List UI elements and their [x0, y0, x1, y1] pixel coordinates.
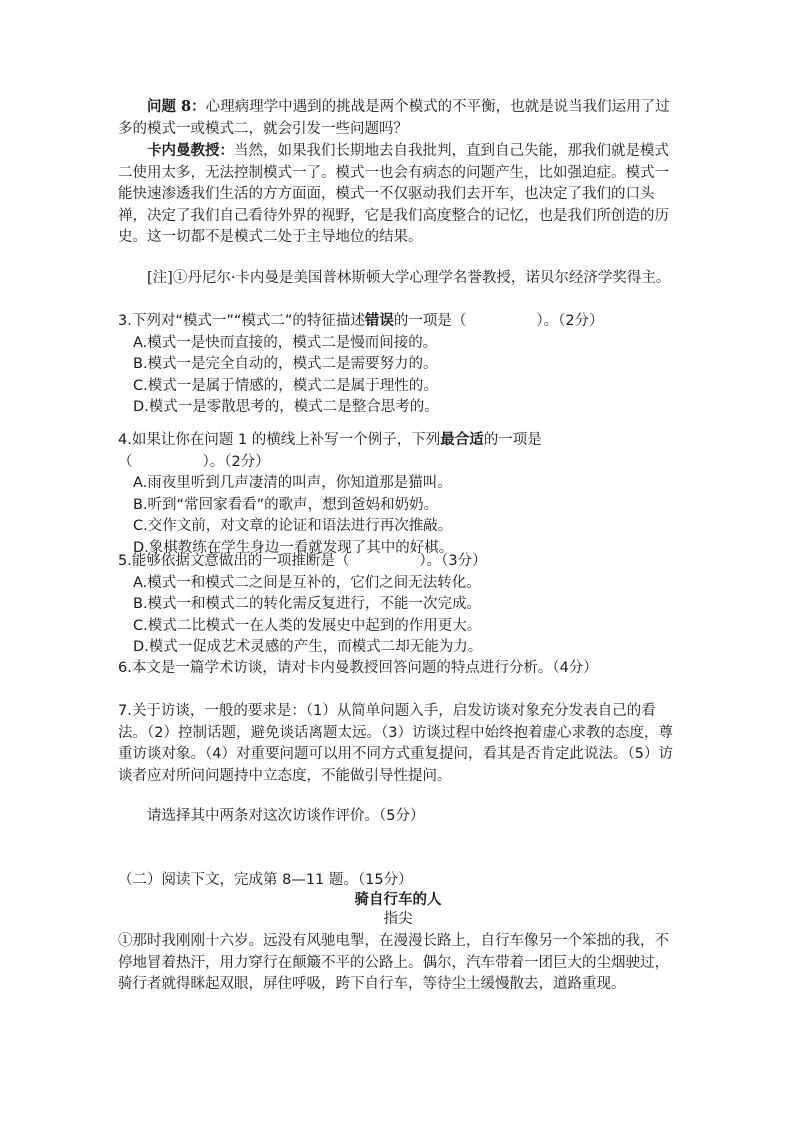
question-5-option: A.模式一和模式二之间是互补的，它们之间无法转化。 — [133, 574, 481, 591]
question-3-emphasis: 错误 — [364, 313, 394, 329]
answer-8-speaker: 卡内曼教授： — [147, 142, 234, 159]
question-8 — [118, 96, 678, 140]
question-4-option: B.听到“常回家看看”的歌声，想到爸妈和奶奶。 — [133, 496, 439, 513]
question-5-stem-a: 5.能够依据文意做出的一项推断是（ — [118, 553, 350, 569]
article-title: 骑自行车的人 — [354, 892, 442, 908]
question-3-stem-b: 的一项是（ — [393, 313, 467, 329]
section-2-heading: （二）阅读下文，完成第 8—11 题。（15分） — [118, 872, 413, 888]
question-5-stem-b: ）。（3分） — [419, 553, 487, 569]
question-6: 6.本文是一篇学术访谈，请对卡内曼教授回答问题的特点进行分析。（4分） — [118, 660, 598, 676]
footnote: [注]①丹尼尔·卡内曼是美国普林斯顿大学心理学名誉教授，诺贝尔经济学奖得主。 — [147, 270, 671, 286]
answer-8 — [118, 140, 678, 249]
question-3-stem-a: 3.下列对“模式一”“模式二”的特征描述 — [118, 313, 365, 329]
question-4-stem-line2 — [118, 452, 678, 474]
question-3-stem-c: ）。（2分） — [536, 313, 604, 329]
question-3-option: D.模式一是零散思考的，模式二是整合思考的。 — [133, 399, 439, 416]
question-4-stem-b: 的一项是 — [483, 432, 542, 448]
question-3-option: C.模式一是属于情感的，模式二是属于理性的。 — [133, 377, 438, 394]
question-4-stem-a: 4.如果让你在问题 1 的横线上补写一个例子，下列 — [118, 432, 441, 448]
question-5-option: B.模式一和模式二的转化需反复进行，不能一次完成。 — [133, 596, 482, 613]
question-5-option: C.模式二比模式一在人类的发展史中起到的作用更大。 — [133, 617, 482, 634]
question-4-stem-d: ）。（2分） — [202, 453, 270, 470]
question-7-task: 请选择其中两条对这次访谈作评价。（5分） — [147, 808, 425, 824]
question-5-option: D.模式一促成艺术灵感的产生，而模式二却无能为力。 — [133, 639, 483, 656]
question-4-stem — [118, 430, 678, 452]
question-5 — [118, 551, 678, 659]
question-3-stem — [118, 311, 678, 333]
question-4-emphasis: 最合适 — [440, 432, 484, 448]
question-4-stem-c: （ — [118, 453, 133, 470]
question-3-option: B.模式一是完全自动的，模式二是需要努力的。 — [133, 356, 438, 373]
question-4-option: C.交作文前，对文章的论证和语法进行再次推敲。 — [133, 518, 453, 535]
question-4 — [118, 430, 678, 560]
answer-8-text: 当然，如果我们长期地去自我批判，直到自己失能，那我们就是模式二使用太多，无法控制模式一了。模式一也会有病态的问题产生，比如强迫症。模式一能快速渗透我们生活的方方面面，模式一不仅驱动我们去开车，也决定了我们的口头禅，决定了我们自己看待外界的视野，它是我们高度整合的记忆，也是我们所创造的历史。这一切都不是模式二处于主导地位的结果。 — [118, 143, 669, 246]
article-paragraph-1: ①那时我刚刚十六岁。远没有风驰电掣，在漫漫长路上，自行车像另一个笨拙的我，不停地冒着热汗，用力穿行在颠簸不平的公路上。偶尔，汽车带着一团巨大的尘烟驶过，骑行者就得眯起双眼，屏住呼吸，跨下自行车，等待尘土缓慢散去，道路重现。 — [118, 933, 669, 993]
article-author: 指尖 — [383, 911, 413, 927]
question-3-option: A.模式一是快而直接的，模式二是慢而间接的。 — [133, 334, 438, 351]
question-5-stem — [118, 551, 678, 573]
question-4-option: A.雨夜里听到几声凄清的叫声，你知道那是猫叫。 — [133, 475, 452, 492]
question-4-option: D.象棋教练在学生身边一看就发现了其中的好棋。 — [133, 539, 454, 556]
question-8-label: 问题 8： — [147, 98, 206, 115]
question-3 — [118, 311, 678, 419]
question-8-text: 心理病理学中遇到的挑战是两个模式的不平衡，也就是说当我们运用了过多的模式一或模式二，就会引发一些问题吗？ — [118, 99, 670, 137]
question-7: 7.关于访谈，一般的要求是：（1）从简单问题入手，启发访谈对象充分发表自己的看法。（2）控制话题，避免谈话离题太远。（3）访谈过程中始终抱着虚心求教的态度，尊重访谈对象。（4）对重要问题可以用不同方式重复提问，看其是否肯定此说法。（5）访谈者应对所问问题持中立态度，不能做引导性提问。 — [118, 703, 673, 784]
